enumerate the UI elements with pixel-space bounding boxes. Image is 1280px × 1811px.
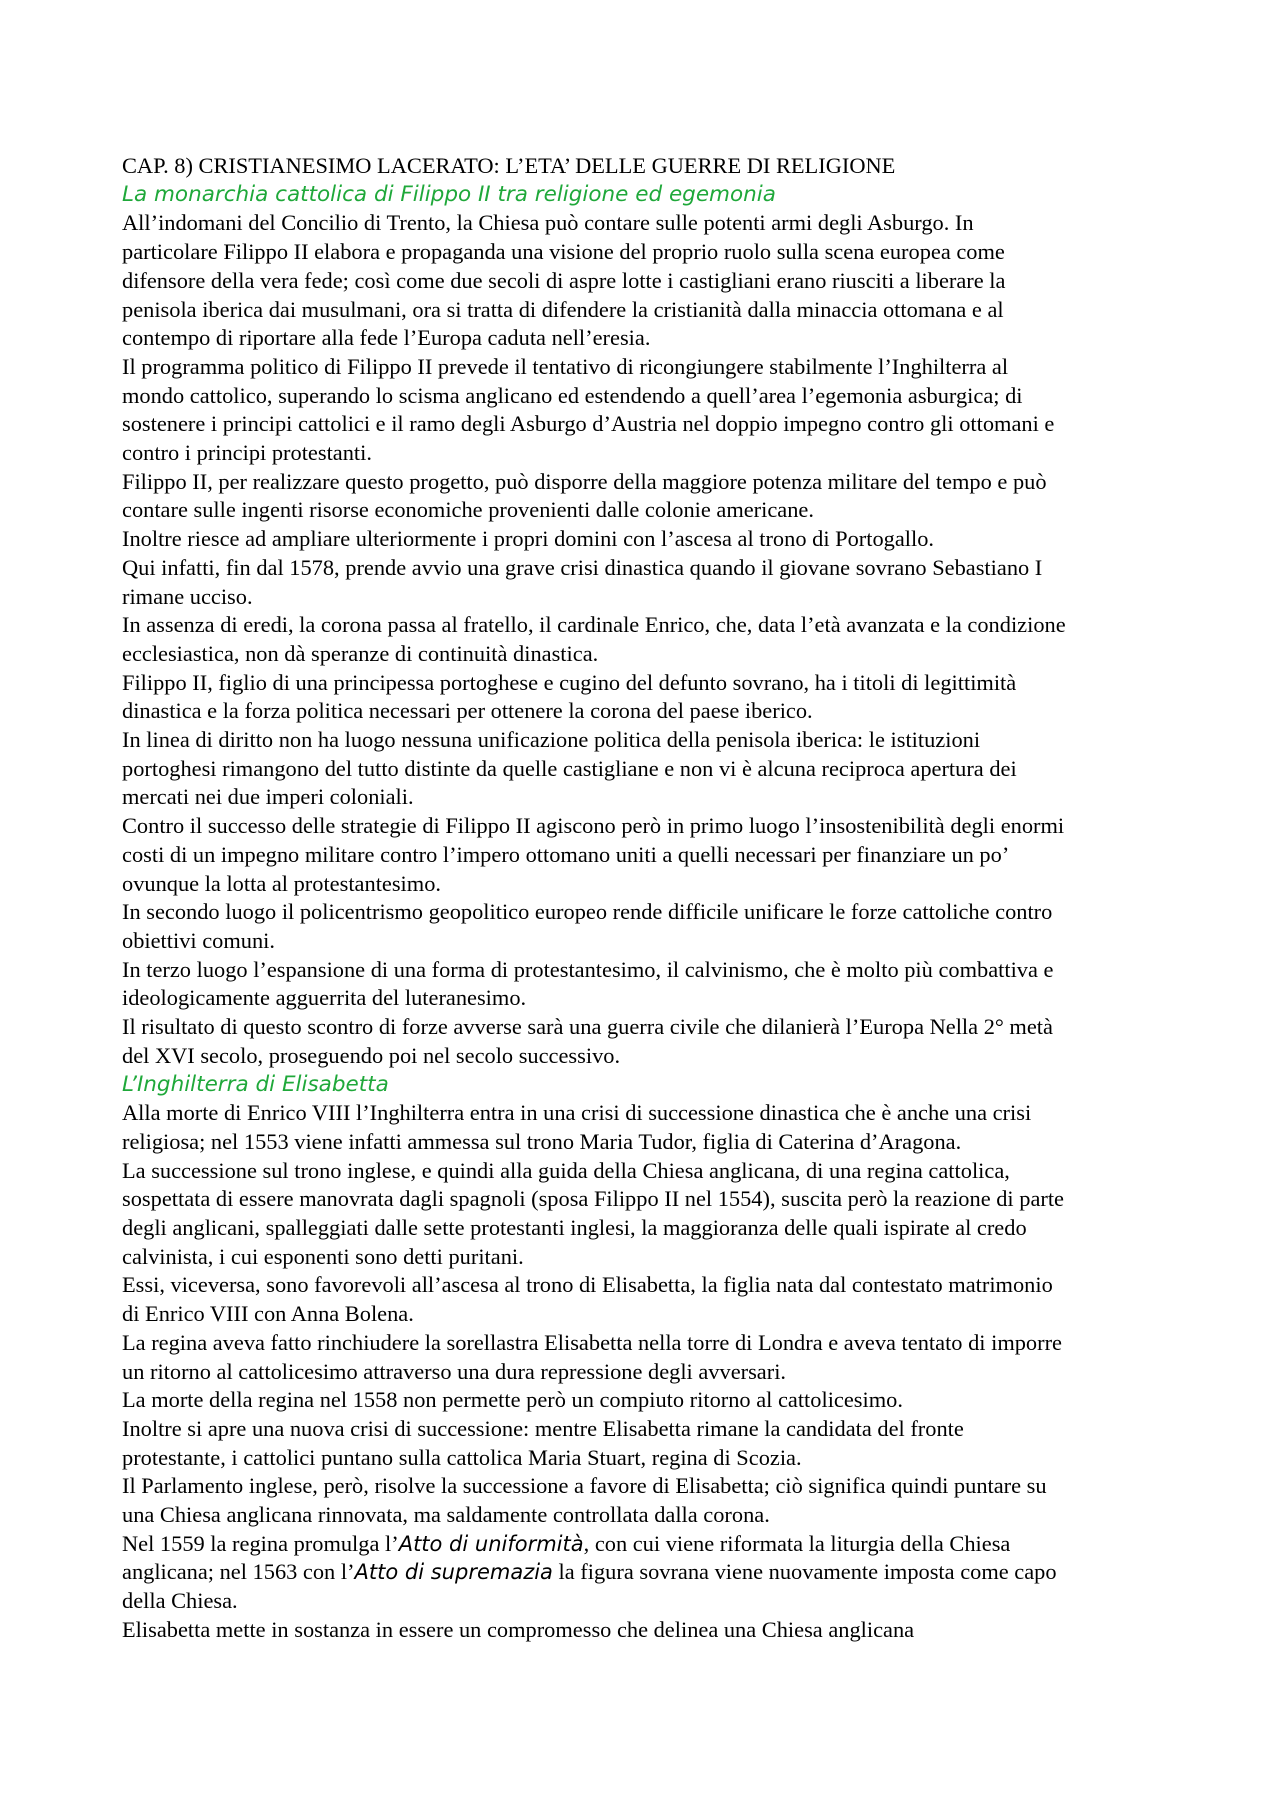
section-body-filippo (122, 209, 1072, 1070)
paragraph: In secondo luogo il policentrismo geopolitico europeo rende difficile unificare le forze cattoliche contro obiettivi comuni. (122, 899, 1053, 953)
paragraph: Elisabetta mette in sostanza in essere un compromesso che delinea una Chiesa anglicana (122, 1616, 915, 1642)
paragraph: Inoltre si apre una nuova crisi di successione: mentre Elisabetta rimane la candidata del fronte protestante, i cattolici puntano sulla cattolica Maria Stuart, regina di Scozia. (122, 1415, 964, 1470)
paragraph: Essi, viceversa, sono favorevoli all’ascesa al trono di Elisabetta, la figlia nata dal contestato matrimonio di Enrico VIII con Anna Bolena. (122, 1272, 1053, 1327)
document-page (122, 152, 1072, 1645)
paragraph: Qui infatti, fin dal 1578, prende avvio una grave crisi dinastica quando il giovane sovrano Sebastiano I rimane ucciso. (122, 554, 1043, 609)
paragraph-atti (122, 1530, 1072, 1616)
paragraph: La morte della regina nel 1558 non permette però un compiuto ritorno al cattolicesimo. (122, 1387, 903, 1413)
paragraph: In assenza di eredi, la corona passa al fratello, il cardinale Enrico, che, data l’età avanzata e la condizione ecclesiastica, non dà speranze di continuità dinastica. (122, 612, 1066, 666)
paragraph: La regina aveva fatto rinchiudere la sorellastra Elisabetta nella torre di Londra e aveva tentato di imporre un ritorno al cattolicesimo attraverso una dura repressione degli avversari. (122, 1329, 1062, 1384)
paragraph: Contro il successo delle strategie di Filippo II agiscono però in primo luogo l’insostenibilità degli enormi costi di un impegno militare contro l’impero ottomano uniti a quelli necessari per finanziare un po’ ovunque la lotta al protestantesimo. (122, 813, 1065, 896)
paragraph: Il Parlamento inglese, però, risolve la successione a favore di Elisabetta; ciò significa quindi puntare su una Chiesa anglicana rinnovata, ma saldamente controllata dalla corona. (122, 1473, 1047, 1528)
text-run: Nel 1559 la regina promulga l’ (122, 1530, 399, 1556)
paragraph: Filippo II, per realizzare questo progetto, può disporre della maggiore potenza militare del tempo e può contare sulle ingenti risorse economiche provenienti dalle colonie americane. (122, 468, 1047, 523)
text-run: la figura sovrana viene nuovamente imposta come capo della Chiesa. (122, 1559, 1057, 1614)
italic-term-atto-uniformita: Atto di uniformità (398, 1531, 584, 1556)
italic-term-atto-supremazia: Atto di supremazia (354, 1560, 553, 1585)
section-heading-elisabetta: L’Inghilterra di Elisabetta (122, 1071, 389, 1097)
text-run: , con cui viene riformata la liturgia della Chiesa anglicana; nel 1563 con l’ (122, 1530, 1011, 1585)
paragraph: Alla morte di Enrico VIII l’Inghilterra entra in una crisi di successione dinastica che è anche una crisi religiosa; nel 1553 viene infatti ammessa sul trono Maria Tudor, figlia di Caterina d’Aragona. (122, 1100, 1032, 1154)
section-heading-filippo: La monarchia cattolica di Filippo II tra religione ed egemonia (122, 181, 776, 207)
section-body-elisabetta (122, 1099, 1072, 1644)
paragraph: In terzo luogo l’espansione di una forma di protestantesimo, il calvinismo, che è molto più combattiva e ideologicamente agguerrita del luteranesimo. (122, 956, 1054, 1011)
paragraph: La successione sul trono inglese, e quindi alla guida della Chiesa anglicana, di una regina cattolica, sospettata di essere manovrata dagli spagnoli (sposa Filippo II nel 1554), suscita però la reazione di parte degli anglicani, spalleggiati dalle sette protestanti inglesi, la maggioranza delle quali ispirate al credo calvinista, i cui esponenti sono detti puritani. (122, 1157, 1064, 1269)
paragraph: Filippo II, figlio di una principessa portoghese e cugino del defunto sovrano, ha i titoli di legittimità dinastica e la forza politica necessari per ottenere la corona del paese iberico. (122, 669, 1017, 724)
paragraph: Il risultato di questo scontro di forze avverse sarà una guerra civile che dilanierà l’Europa Nella 2° metà del XVI secolo, proseguendo poi nel secolo successivo. (122, 1014, 1053, 1068)
paragraph: All’indomani del Concilio di Trento, la Chiesa può contare sulle potenti armi degli Asburgo. In particolare Filippo II elabora e propaganda una visione del proprio ruolo sulla scena europea come difensore della vera fede; così come due secoli di aspre lotte i castigliani erano riusciti a liberare la penisola iberica dai musulmani, ora si tratta di difendere la cristianità dalla minaccia ottomana e al contempo di riportare alla fede l’Europa caduta nell’eresia. (122, 210, 1006, 351)
paragraph: Il programma politico di Filippo II prevede il tentativo di ricongiungere stabilmente l’Inghilterra al mondo cattolico, superando lo scisma anglicano ed estendendo a quell’area l’egemonia asburgica; di sostenere i principi cattolici e il ramo degli Asburgo d’Austria nel doppio impegno contro gli ottomani e contro i principi protestanti. (122, 353, 1055, 466)
chapter-title: CAP. 8) CRISTIANESIMO LACERATO: L’ETA’ DELLE GUERRE DI RELIGIONE (122, 153, 896, 178)
paragraph: In linea di diritto non ha luogo nessuna unificazione politica della penisola iberica: le istituzioni portoghesi rimangono del tutto distinte da quelle castigliane e non vi è alcuna reciproca apertura dei mercati nei due imperi coloniali. (122, 727, 1017, 810)
paragraph: Inoltre riesce ad ampliare ulteriormente i propri domini con l’ascesa al trono di Portogallo. (122, 526, 935, 552)
